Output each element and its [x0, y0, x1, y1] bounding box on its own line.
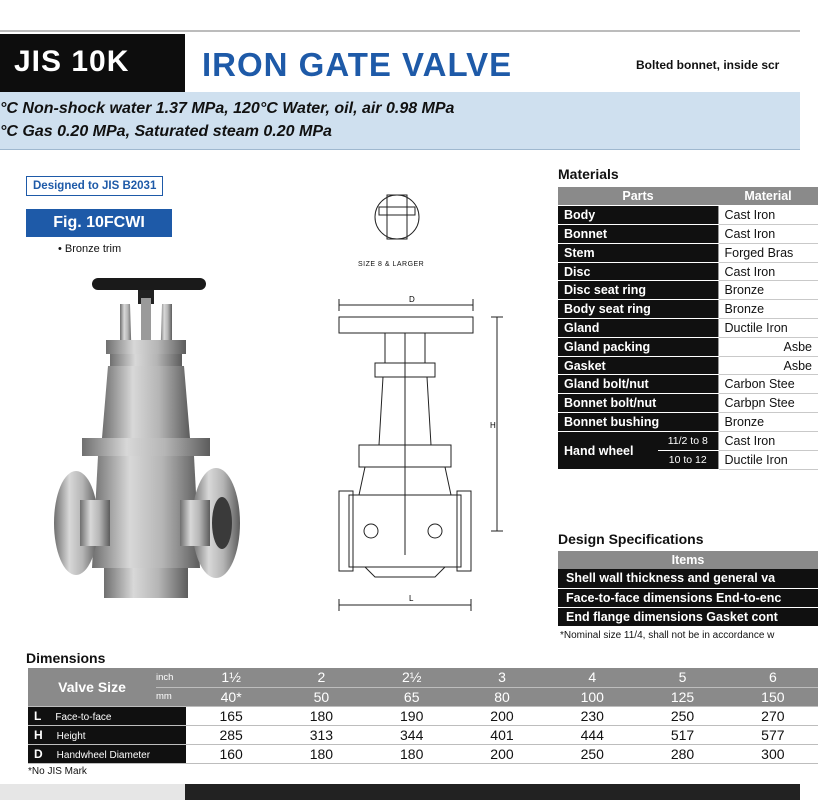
table-row: Disc seat ring Bronze: [558, 281, 818, 300]
dimensions-note: *No JIS Mark: [28, 766, 87, 777]
top-strip: [0, 0, 800, 30]
table-row: Disc Cast Iron: [558, 262, 818, 281]
design-specs-title: Design Specifications: [558, 531, 704, 547]
table-row: Gland Ductile Iron: [558, 319, 818, 338]
jis-standard-badge: Designed to JIS B2031: [26, 176, 163, 196]
dimensions-inch-row: Valve Size inch 1½ 2 2½ 3 4 5 6: [28, 668, 818, 687]
table-row: Shell wall thickness and general va: [558, 569, 818, 588]
valve-size-label: Valve Size: [28, 668, 156, 706]
dim-d-label: D: [409, 295, 415, 304]
materials-table: [558, 187, 818, 432]
valve-technical-drawing: [325, 185, 525, 625]
table-row: Bonnet bushing Bronze: [558, 413, 818, 432]
dim-l-label: L: [409, 594, 414, 603]
table-row: D Handwheel Diameter 160 180 180 200 250 280 300: [28, 744, 818, 763]
table-row: Hand wheel 11/2 to 8 Cast Iron: [558, 432, 818, 451]
table-row: 10 to 12 Ductile Iron: [558, 451, 818, 470]
drawing-size-note: SIZE 8 & LARGER: [358, 261, 425, 268]
dim-h-label: H: [490, 421, 496, 430]
materials-title: Materials: [558, 166, 619, 182]
header: [0, 30, 800, 92]
footer-dark-bar: [185, 784, 800, 800]
table-row: Stem Forged Bras: [558, 243, 818, 262]
valve-photo: [40, 268, 250, 613]
table-row: Face-to-face dimensions End-to-enc: [558, 588, 818, 607]
jis-class-label: JIS 10K: [0, 34, 185, 92]
pressure-ratings-band: [0, 92, 800, 150]
table-row: L Face-to-face 165 180 190 200 230 250 270: [28, 706, 818, 725]
rating-line-1: °C Non-shock water 1.37 MPa, 120°C Water, oil, air 0.98 MPa: [0, 100, 455, 117]
table-row: Bonnet Cast Iron: [558, 225, 818, 244]
table-row: Gland bolt/nut Carbon Stee: [558, 375, 818, 394]
table-row: Gasket Asbe: [558, 356, 818, 375]
materials-col-parts: Parts: [558, 187, 718, 206]
dimensions-mm-row: mm 40* 50 65 80 100 125 150: [28, 687, 818, 706]
table-row: End flange dimensions Gasket cont: [558, 607, 818, 626]
page-subtitle: Bolted bonnet, inside scr: [636, 58, 780, 72]
design-specs-col-items: Items: [558, 551, 818, 569]
table-row: Body Cast Iron: [558, 206, 818, 225]
materials-col-material: Material: [718, 187, 818, 206]
rating-line-2: °C Gas 0.20 MPa, Saturated steam 0.20 MPa: [0, 123, 332, 140]
table-row: Body seat ring Bronze: [558, 300, 818, 319]
table-row: Gland packing Asbe: [558, 337, 818, 356]
figure-number-label: Fig. 10FCWI: [26, 209, 172, 237]
table-row: H Height 285 313 344 401 444 517 577: [28, 725, 818, 744]
design-specs-note: *Nominal size 11/4, shall not be in accordance w: [560, 630, 775, 641]
dimensions-table: [28, 668, 818, 764]
table-row: Bonnet bolt/nut Carbpn Stee: [558, 394, 818, 413]
materials-header-row: [558, 187, 818, 206]
page-title: IRON GATE VALVE: [202, 46, 513, 83]
trim-note: • Bronze trim: [58, 243, 122, 255]
hand-wheel-table: [558, 432, 818, 470]
design-specs-table: [558, 551, 818, 627]
dimensions-title: Dimensions: [26, 650, 106, 666]
